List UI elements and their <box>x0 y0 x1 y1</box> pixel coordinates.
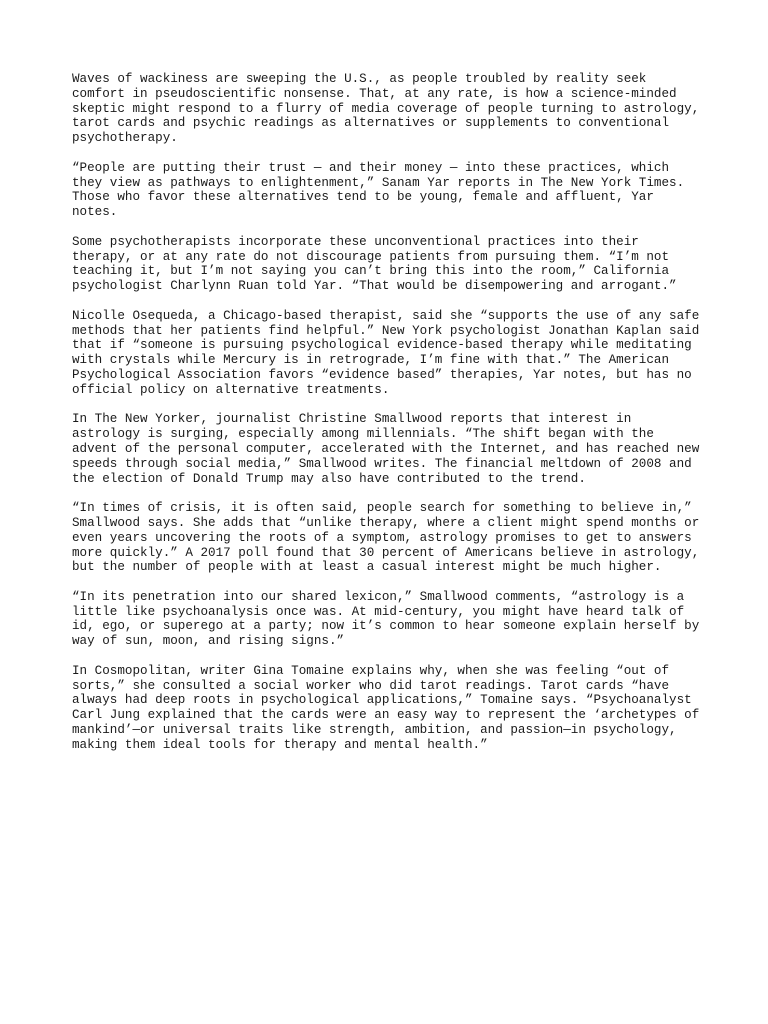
paragraph-3: Some psychotherapists incorporate these unconventional practices into their therapy, or at any rate do not discourage patients from pursuing them. “I’m not teaching it, but I’m not saying you can’t bring this into the room,” California psychologist Charlynn Ruan told Yar. “That would be disempowering and arrogant.” <box>72 234 677 294</box>
paragraph-2: “People are putting their trust — and their money — into these practices, which they view as pathways to enlightenment,” Sanam Yar reports in The New York Times. Those who favor these alternatives tend to be young, female and affluent, Yar notes. <box>72 160 685 220</box>
paragraph-4: Nicolle Osequeda, a Chicago-based therapist, said she “supports the use of any safe methods that her patients find helpful.” New York psychologist Jonathan Kaplan said that if “someone is pursuing psychological evidence-based therapy while meditating with crystals while Mercury is in retrograde, I’m fine with that.” The American Psychological Association favors “evidence based” therapies, Yar notes, but has no official policy on alternative treatments. <box>72 308 700 397</box>
document-page <box>72 72 702 767</box>
paragraph-8: In Cosmopolitan, writer Gina Tomaine explains why, when she was feeling “out of sorts,” she consulted a social worker who did tarot readings. Tarot cards “have always had deep roots in psychological applications,” Tomaine says. “Psychoanalyst Carl Jung explained that the cards were an easy way to represent the ‘archetypes of mankind’—or universal traits like strength, ambition, and passion—in psychology, making them ideal tools for therapy and mental health.” <box>72 663 700 752</box>
paragraph-7: “In its penetration into our shared lexicon,” Smallwood comments, “astrology is a little like psychoanalysis once was. At mid-century, you might have heard talk of id, ego, or superego at a party; now it’s common to hear someone explain herself by way of sun, moon, and rising signs.” <box>72 589 700 649</box>
paragraph-6: “In times of crisis, it is often said, people search for something to believe in,” Smallwood says. She adds that “unlike therapy, where a client might spend months or even years uncovering the roots of a symptom, astrology promises to get to answers more quickly.” A 2017 poll found that 30 percent of Americans believe in astrology, but the number of people with at least a casual interest might be much higher. <box>72 501 700 575</box>
paragraph-5: In The New Yorker, journalist Christine Smallwood reports that interest in astrology is surging, especially among millennials. “The shift began with the advent of the personal computer, accelerated with the Internet, and has reached new speeds through social media,” Smallwood writes. The financial meltdown of 2008 and the election of Donald Trump may also have contributed to the trend. <box>72 412 700 486</box>
paragraph-1: Waves of wackiness are sweeping the U.S., as people troubled by reality seek comfort in pseudoscientific nonsense. That, at any rate, is how a science-minded skeptic might respond to a flurry of media coverage of people turning to astrology, tarot cards and psychic readings as alternatives or supplements to conventional psychotherapy. <box>72 72 700 146</box>
